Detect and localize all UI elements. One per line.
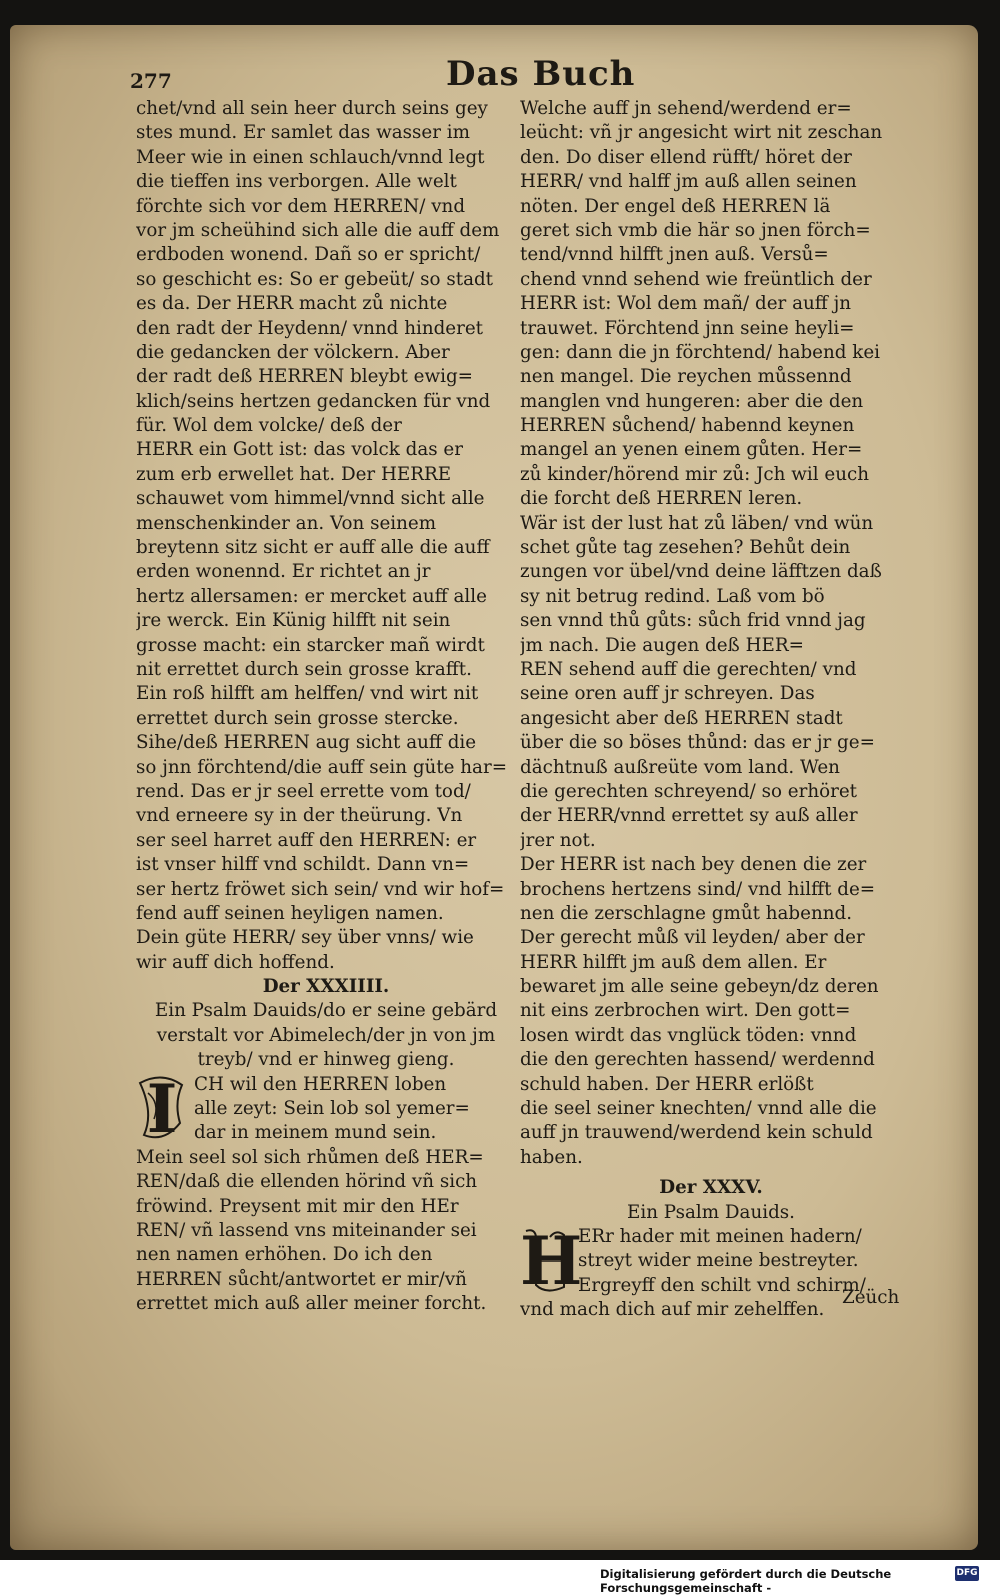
text-line: vor jm scheühind sich alle die auff dem xyxy=(136,219,500,241)
text-line: manglen vnd hungeren: aber die den xyxy=(520,390,864,412)
running-title: Das Buch xyxy=(446,54,636,94)
text-line: rend. Das er jr seel errette vom tod/ xyxy=(136,780,471,802)
text-line: nöten. Der engel deß HERREN lä xyxy=(520,195,831,217)
text-line: fend auff seinen heyligen namen. xyxy=(136,902,444,924)
text-line: angesicht aber deß HERREN stadt xyxy=(520,707,843,729)
text-line: CH wil den HERREN loben xyxy=(194,1073,447,1095)
text-line: nen mangel. Die reychen můssennd xyxy=(520,366,852,388)
text-line: stes mund. Er samlet das wasser im xyxy=(136,122,470,144)
text-line: nit errettet durch sein grosse krafft. xyxy=(136,658,472,680)
text-line: die tieffen ins verborgen. Alle welt xyxy=(136,171,457,193)
dfg-logo: DFG xyxy=(955,1566,979,1581)
psalm-35-subtitle: Ein Psalm Dauids. xyxy=(627,1201,795,1223)
text-line: Wär ist der lust hat zů läben/ vnd wün xyxy=(520,512,874,534)
text-line: auff jn trauwend/werdend kein schuld xyxy=(520,1122,873,1144)
book-page xyxy=(10,25,978,1550)
text-line: zungen vor übel/vnd deine läfftzen daß xyxy=(520,561,882,583)
text-line: Welche auff jn sehend/werdend er= xyxy=(520,98,852,119)
page-number: 277 xyxy=(130,69,172,93)
text-line: HERR/ vnd halff jm auß allen seinen xyxy=(520,171,857,193)
text-line: Der gerecht můß vil leyden/ aber der xyxy=(520,927,865,949)
text-line: ser hertz fröwet sich sein/ vnd wir hof= xyxy=(136,878,505,900)
text-line: klich/seins hertzen gedancken für vnd xyxy=(136,390,491,412)
text-line: förchte sich vor dem HERREN/ vnd xyxy=(136,195,466,217)
text-line: brochens hertzens sind/ vnd hilfft de= xyxy=(520,878,876,900)
text-line: es da. Der HERR macht zů nichte xyxy=(136,293,448,315)
text-line: die gerechten schreyend/ so erhöret xyxy=(520,780,858,802)
text-line: den radt der Heydenn/ vnnd hinderet xyxy=(136,317,484,339)
right-column-text xyxy=(520,97,902,1170)
text-line: HERR ein Gott ist: das volck das er xyxy=(136,439,463,461)
text-line: menschenkinder an. Von seinem xyxy=(136,512,437,534)
text-line: fröwind. Preysent mit mir den HEr xyxy=(136,1195,459,1217)
text-line: jm nach. Die augen deß HER= xyxy=(520,634,804,656)
text-line: über die so böses thůnd: das er jr ge= xyxy=(520,732,875,754)
text-line: losen wirdt das vnglück töden: vnnd xyxy=(520,1024,857,1046)
text-line: sy nit betrug redind. Laß vom bö xyxy=(520,585,825,607)
text-line: vnd erneere sy in der theürung. Vn xyxy=(136,805,463,827)
text-line: gen: dann die jn förchtend/ habend kei xyxy=(520,341,881,363)
text-line: tend/vnnd hilfft jnen auß. Versů= xyxy=(520,244,829,266)
psalm-34-text xyxy=(136,1146,516,1317)
text-line: schuld haben. Der HERR erlößt xyxy=(520,1073,814,1095)
text-line: leücht: vñ jr angesicht wirt nit zeschan xyxy=(520,122,883,144)
text-line: Ergreyff den schilt vnd schirm/ xyxy=(578,1274,866,1296)
text-line: errettet mich auß aller meiner forcht. xyxy=(136,1293,487,1315)
text-line: den. Do diser ellend rüfft/ höret der xyxy=(520,146,852,168)
text-line: REN sehend auff die gerechten/ vnd xyxy=(520,658,857,680)
text-line: zů kinder/hörend mir zů: Jch wil euch xyxy=(520,463,869,485)
text-line: wir auff dich hoffend. xyxy=(136,951,335,973)
text-line: HERR hilfft jm auß dem allen. Er xyxy=(520,951,827,973)
text-line: alle zeyt: Sein lob sol yemer= xyxy=(194,1098,470,1120)
text-line: ERr hader mit meinen hadern/ xyxy=(578,1225,862,1247)
psalm-34-subtitle xyxy=(136,999,516,1072)
text-line: HERR ist: Wol dem mañ/ der auff jn xyxy=(520,293,852,315)
text-line: Dein güte HERR/ sey über vnns/ wie xyxy=(136,927,474,949)
text-line: schauwet vom himmel/vnnd sicht alle xyxy=(136,488,485,510)
text-line: hertz allersamen: er mercket auff alle xyxy=(136,585,487,607)
text-line: dächtnuß außreüte vom land. Wen xyxy=(520,756,840,778)
text-line: so jnn förchtend/die auff sein güte har= xyxy=(136,756,508,778)
text-line: die gedancken der völckern. Aber xyxy=(136,341,450,363)
text-line: erdboden wonend. Dañ so er spricht/ xyxy=(136,244,481,266)
text-line: Meer wie in einen schlauch/vnnd legt xyxy=(136,146,485,168)
text-line: Sihe/deß HERREN aug sicht auff die xyxy=(136,732,477,754)
subtitle-line: Ein Psalm Dauids/do er seine gebärd xyxy=(154,1000,498,1022)
text-line: die den gerechten hassend/ werdennd xyxy=(520,1049,875,1071)
text-line: Der HERR ist nach bey denen die zer xyxy=(520,854,867,876)
psalm-34-opening xyxy=(136,1069,516,1148)
text-line: die forcht deß HERREN leren. xyxy=(520,488,803,510)
text-line: REN/ vñ lassend vns miteinander sei xyxy=(136,1219,477,1241)
text-line: ist vnser hilff vnd schildt. Dann vn= xyxy=(136,854,470,876)
decorated-initial-letter: I xyxy=(146,1069,178,1148)
text-line: jre werck. Ein Künig hilfft nit sein xyxy=(136,610,451,632)
text-line: Ein roß hilfft am helffen/ vnd wirt nit xyxy=(136,683,479,705)
text-line: der radt deß HERREN bleybt ewig= xyxy=(136,366,473,388)
text-line: errettet durch sein grosse stercke. xyxy=(136,707,459,729)
left-column-text xyxy=(136,97,516,975)
text-line: Mein seel sol sich rhůmen deß HER= xyxy=(136,1146,484,1168)
text-line: breytenn sitz sicht er auff alle die auff xyxy=(136,537,490,559)
left-column xyxy=(136,97,516,1317)
text-line: erden wonennd. Er richtet an jr xyxy=(136,561,431,583)
text-line: seine oren auff jr schreyen. Das xyxy=(520,683,815,705)
right-column xyxy=(520,97,902,1323)
text-line: grosse macht: ein starcker mañ wirdt xyxy=(136,634,485,656)
psalm-34-first-lines xyxy=(136,1069,516,1148)
text-line: dar in meinem mund sein. xyxy=(194,1122,437,1144)
subtitle-line: treyb/ vnd er hinweg gieng. xyxy=(197,1049,455,1071)
text-line: REN/daß die ellenden hörind vñ sich xyxy=(136,1171,478,1193)
text-line: nit eins zerbrochen wirt. Den gott= xyxy=(520,1000,851,1022)
subtitle-line: verstalt vor Abimelech/der jn von jm xyxy=(156,1024,496,1046)
text-line: nen die zerschlagne gmůt habennd. xyxy=(520,902,853,924)
text-line: nen namen erhöhen. Do ich den xyxy=(136,1244,433,1266)
text-line: trauwet. Förchtend jnn seine heyli= xyxy=(520,317,855,339)
text-line: schet gůte tag zesehen? Behůt dein xyxy=(520,537,851,559)
text-line: HERREN sůchend/ habennd keynen xyxy=(520,415,855,437)
text-line: HERREN sůcht/antwortet er mir/vñ xyxy=(136,1268,467,1290)
text-line: geret sich vmb die här so jnen förch= xyxy=(520,219,871,241)
text-line: der HERR/vnnd errettet sy auß aller xyxy=(520,805,858,827)
psalm-34-heading: Der XXXIIII. xyxy=(262,976,390,998)
psalm-35-last-line: vnd mach dich auf mir zehelffen. xyxy=(520,1299,825,1321)
text-line: chend vnnd sehend wie freüntlich der xyxy=(520,268,872,290)
digitization-credit: Digitalisierung gefördert durch die Deutsche Forschungsgemeinschaft - xyxy=(600,1567,892,1595)
text-line: haben. xyxy=(520,1146,583,1168)
text-line: die seel seiner knechten/ vnnd alle die xyxy=(520,1098,877,1120)
text-line: ser seel harret auff den HERREN: er xyxy=(136,829,477,851)
text-line: zum erb erwellet hat. Der HERRE xyxy=(136,463,452,485)
text-line: sen vnnd thů gůts: sůch frid vnnd jag xyxy=(520,610,866,632)
catchword: Zeüch xyxy=(842,1287,900,1308)
text-line: chet/vnd all sein heer durch seins gey xyxy=(136,98,488,119)
text-line: bewaret jm alle seine gebeyn/dz deren xyxy=(520,976,879,998)
text-line: für. Wol dem volcke/ deß der xyxy=(136,415,402,437)
text-line: mangel an yenen einem gůten. Her= xyxy=(520,439,863,461)
text-line: streyt wider meine bestreyter. xyxy=(578,1250,859,1272)
text-line: jrer not. xyxy=(520,829,596,851)
text-line: so geschicht es: So er gebeüt/ so stadt xyxy=(136,268,494,290)
decorated-initial-letter: H xyxy=(520,1221,583,1300)
psalm-35-heading: Der XXXV. xyxy=(659,1177,763,1199)
